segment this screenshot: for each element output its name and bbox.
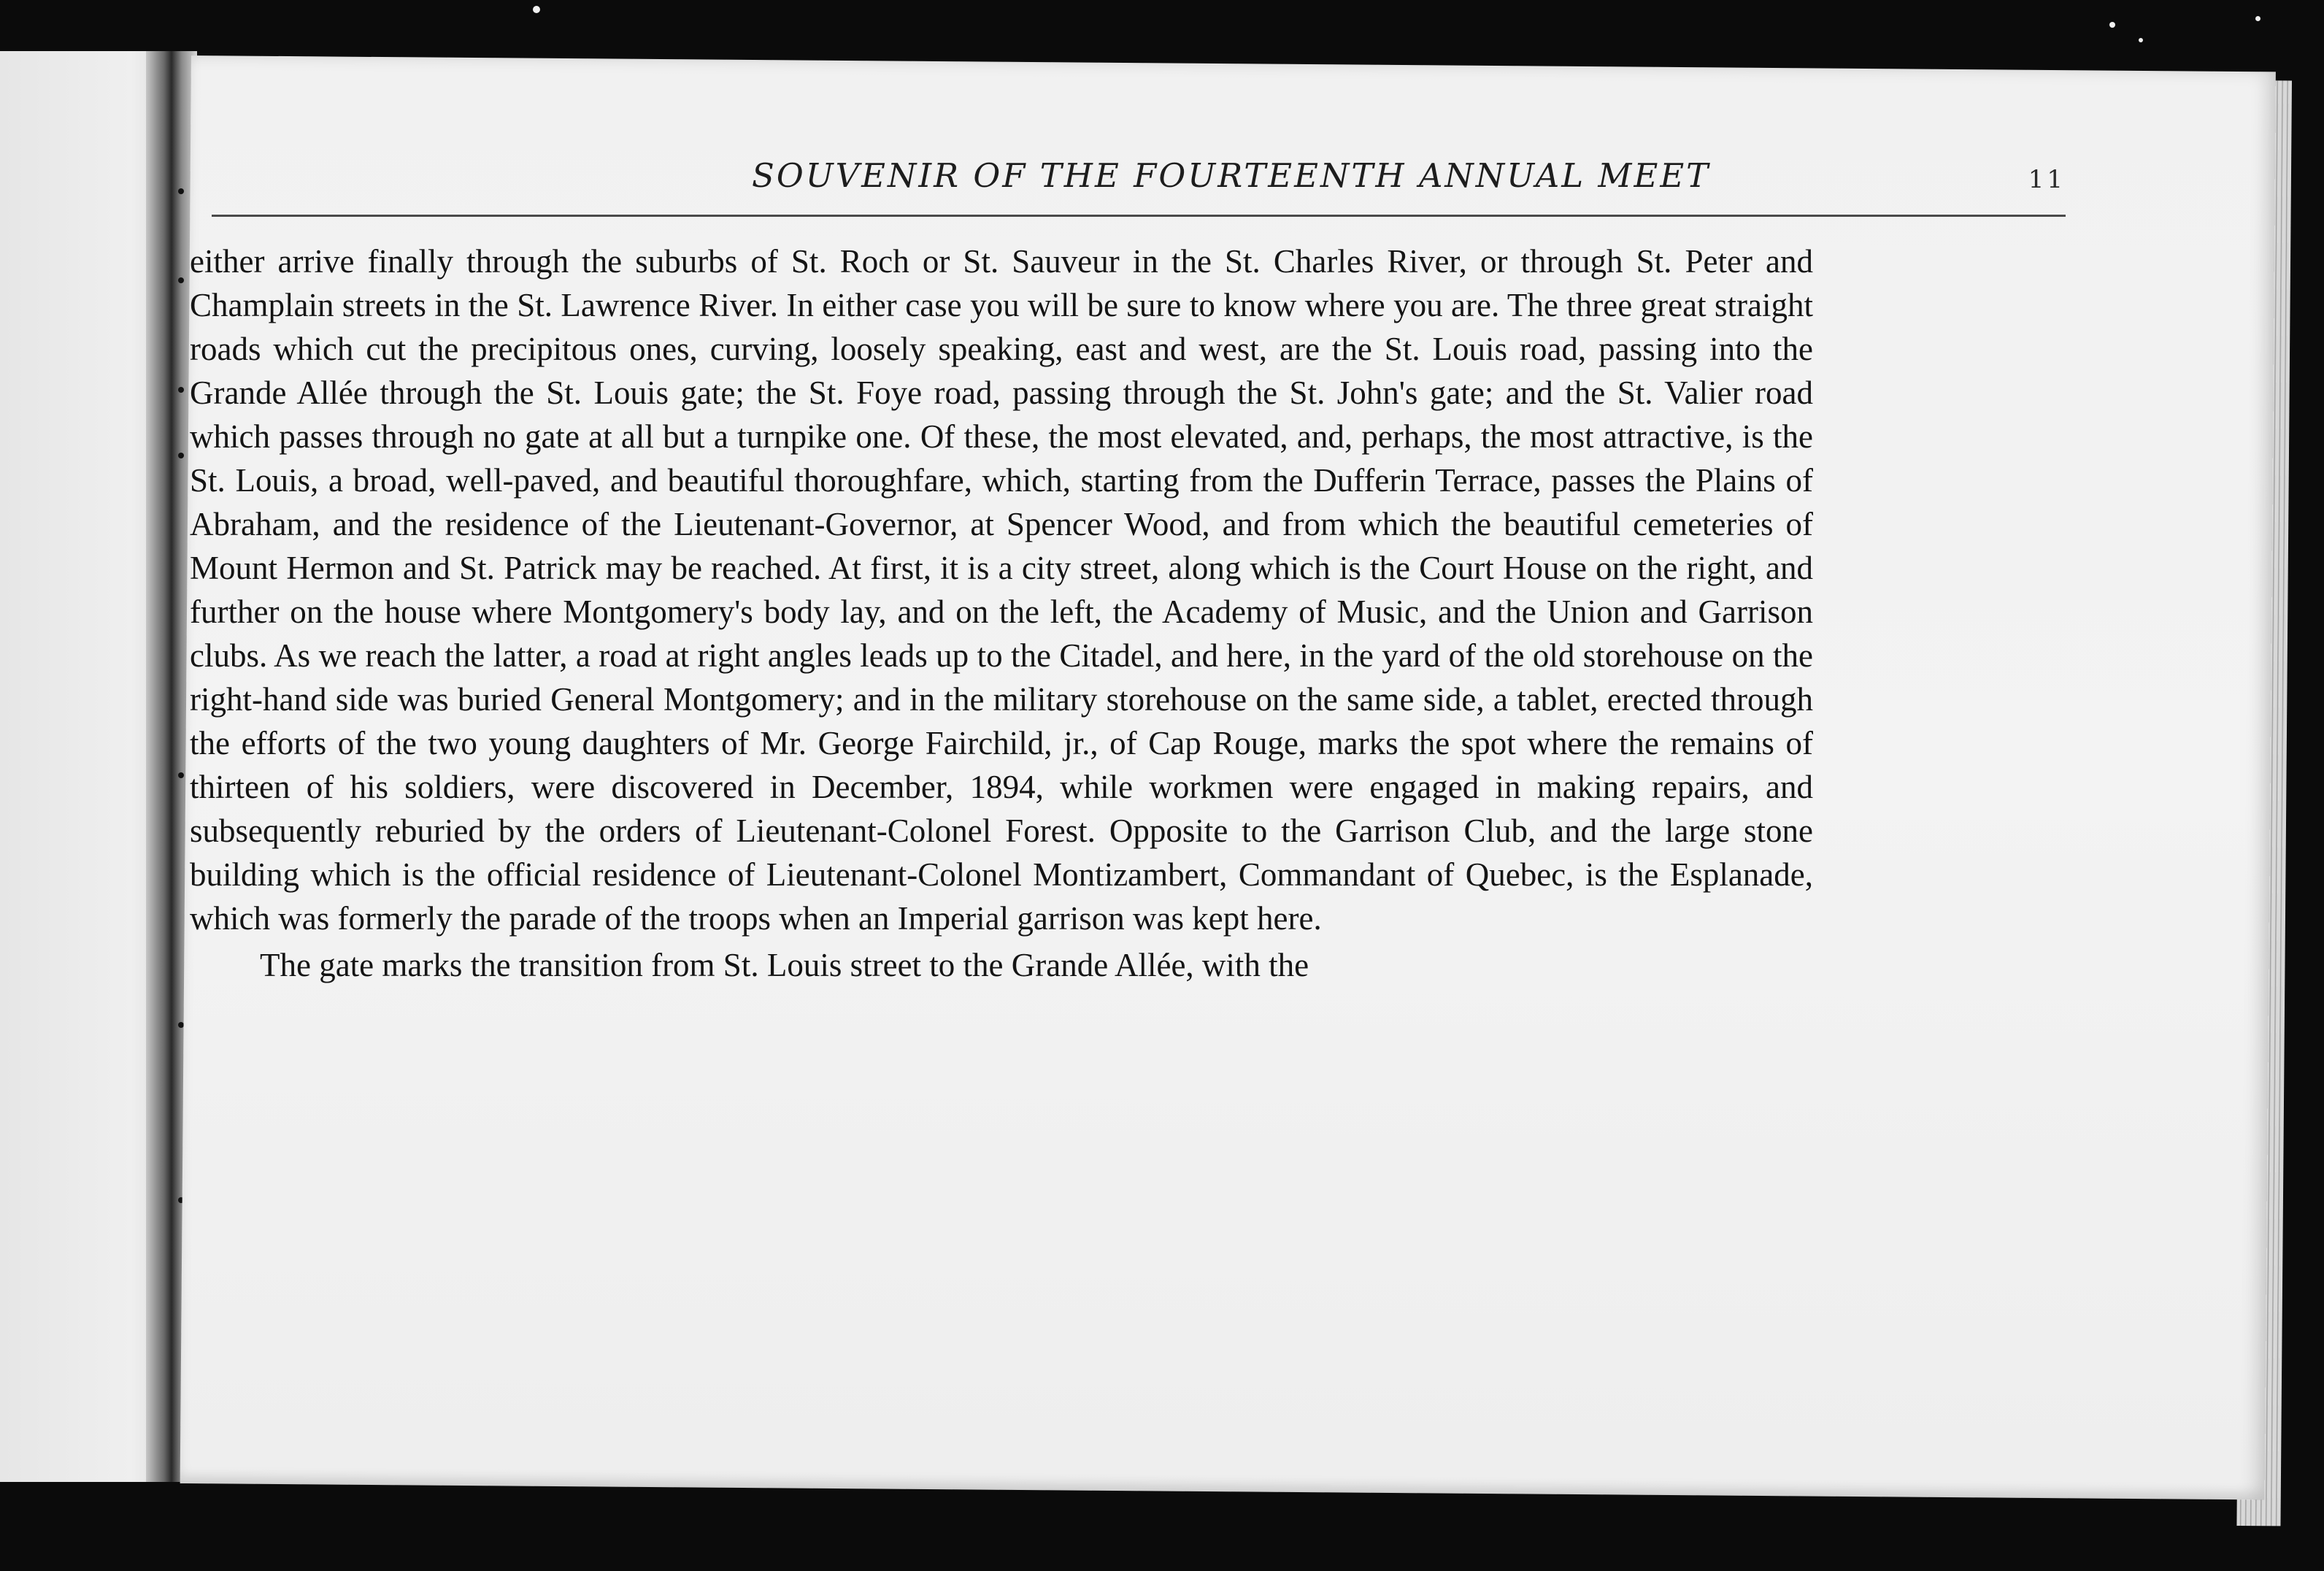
scan-speck	[2109, 22, 2115, 28]
binding-stitch	[178, 188, 184, 194]
binding-stitch	[178, 387, 184, 393]
scan-speck	[533, 6, 540, 13]
running-title: SOUVENIR OF THE FOURTEENTH ANNUAL MEET	[752, 156, 1711, 195]
page-header	[212, 156, 2066, 215]
binding-stitch	[178, 277, 184, 283]
body-text	[190, 239, 1813, 987]
binding-stitch	[178, 453, 184, 458]
binding-stitch	[178, 772, 184, 778]
scan-speck	[2255, 16, 2260, 21]
header-rule	[212, 215, 2066, 217]
scan-speck	[2139, 38, 2143, 42]
paragraph: The gate marks the transition from St. Louis street to the Grande Allée, with the	[260, 947, 1309, 983]
paragraph: either arrive finally through the suburbs of St. Roch or St. Sauveur in the St. Charles River, or through St. Peter and Champlain streets in the St. Lawrence River. In either case you will be sure to know where you are. The three great straight roads which cut the precipitous ones, curving, loosely speaking, east and west, are the St. Louis road, passing into the Grande Allée through the St. Louis gate; the St. Foye road, passing through the St. John's gate; and the St. Valier road which passes through no gate at all but a turnpike one. Of these, the most elevated, and, perhaps, the most attractive, is the St. Louis, a broad, well-paved, and beautiful thoroughfare, which, starting from the Dufferin Terrace, passes the Plains of Abraham, and the residence of the Lieutenant-Governor, at Spencer Wood, and from which the beautiful cemeteries of Mount Hermon and St. Patrick may be reached. At first, it is a city street, along which is the Court House on the right, and further on the house where Montgomery's body lay, and on the left, the Academy of Music, and the Union and Garrison clubs. As we reach the latter, a road at right angles leads up to the Citadel, and here, in the yard of the old storehouse on the right-hand side was buried General Montgomery; and in the military storehouse on the same side, a tablet, erected through the efforts of the two young daughters of Mr. George Fairchild, jr., of Cap Rouge, marks the spot where the remains of thirteen of his soldiers, were discovered in December, 1894, while workmen were engaged in making repairs, and subsequently reburied by the orders of Lieutenant-Colonel Forest. Opposite to the Garrison Club, and the large stone building which is the official residence of Lieutenant-Colonel Montizambert, Commandant of Quebec, is the Esplanade, which was formerly the parade of the troops when an Imperial garrison was kept here.	[190, 243, 1813, 937]
page-number: 11	[2028, 165, 2066, 194]
